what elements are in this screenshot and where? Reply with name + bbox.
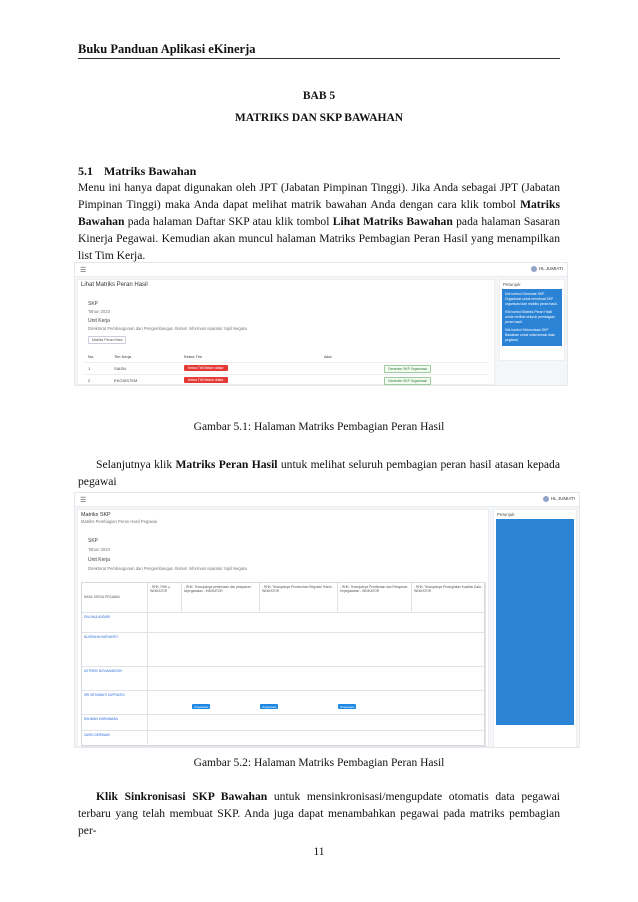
tim-table xyxy=(84,352,488,386)
petunjuk-box xyxy=(496,519,574,725)
unit-name: Direktorat Pembangunan dan Pengembangan Sistem Informasi Aparatur Sipil Negara xyxy=(88,326,247,331)
employee-cell[interactable]: EKA WULANDARI xyxy=(82,613,148,633)
header-rule xyxy=(78,58,560,59)
paragraph-1: Menu ini hanya dapat digunakan oleh JPT (Jabatan Pimpinan Tinggi). Jika Anda sebagai JPT (Jabatan Pimpinan Tinggi) maka Anda dapat melihat matrik bawahan Anda dengan cara klik tombol Matriks Bawahan pada halaman Daftar SKP atau klik tombol Lihat Matriks Bawahan pada halaman Sasaran Kinerja Pegawai. Kemudian akan muncul halaman Matriks Pembagian Peran Hasil yang menampilkan list Tim Kerja. xyxy=(78,181,560,262)
petunjuk-panel xyxy=(499,279,565,361)
skp-label: SKP xyxy=(88,301,99,307)
employee-cell[interactable]: RAHMAN KURNIAWAN xyxy=(82,715,148,731)
section-heading xyxy=(78,164,196,179)
hamburger-icon[interactable]: ☰ xyxy=(80,267,87,274)
organisasi-tag: Organisasi xyxy=(262,704,277,709)
generate-skp-button[interactable]: Generate SKP Organisasi xyxy=(384,365,431,373)
page-title: Lihat Matriks Peran Hasil xyxy=(81,282,148,288)
organisasi-tag: Organisasi xyxy=(194,704,209,709)
section-number: 5.1 xyxy=(78,164,93,178)
paragraph-2: Selanjutnya klik Matriks Peran Hasil untuk melihat seluruh pembagian peran hasil atasan kepada pegawai xyxy=(78,458,560,488)
table-row: 1 SIASN Ketua TIM Belum diatur Generate SKP Organisasi xyxy=(84,362,488,374)
figure-2-caption: Gambar 5.2: Halaman Matriks Pembagian Peran Hasil xyxy=(193,757,445,769)
matriks-bawahan-term: Matriks Bawahan xyxy=(78,198,560,228)
figure-1-caption: Gambar 5.1: Halaman Matriks Pembagian Peran Hasil xyxy=(193,421,445,433)
table-row: 2 EKOSISTEM Ketua TIM Belum diatur Generate SKP Organisasi xyxy=(84,374,488,386)
organisasi-tag: Organisasi xyxy=(340,704,355,709)
ketua-badge: Ketua TIM Belum diatur xyxy=(184,377,228,383)
paragraph-3: Klik Sinkronisasi SKP Bawahan untuk mensinkronisasi/mengupdate otomatis data pegawai terbaru yang telah membuat SKP. Anda juga dapat menambahkan pegawai pada matriks pembagian per- xyxy=(78,790,560,837)
ketua-badge: Ketua TIM Belum diatur xyxy=(184,365,228,371)
employee-cell[interactable]: NUGRAHA HARYANTO xyxy=(82,633,148,667)
employee-cell[interactable]: SRI SETIAWATI SUPRIATIN xyxy=(82,691,148,715)
employee-cell[interactable]: ZAHID DERMAWI xyxy=(82,731,148,747)
figure-1-screenshot xyxy=(74,262,568,386)
petunjuk-title: Petunjuk xyxy=(503,282,521,287)
grid-head-col: HASIL KERJA PEGAWAI xyxy=(82,583,148,613)
year-label: Tahun 2023 xyxy=(88,309,110,314)
unit-label: Unit Kerja xyxy=(88,318,110,324)
chapter-title: MATRIKS DAN SKP BAWAHAN xyxy=(234,112,404,124)
matriks-peran-hasil-term: Matriks Peran Hasil xyxy=(175,458,278,471)
unit-label: Unit Kerja xyxy=(88,557,110,563)
main-panel xyxy=(77,279,495,385)
employee-cell[interactable]: ASTRIED NOVIANINGSIH xyxy=(82,667,148,691)
page-title: Matriks SKP xyxy=(81,512,111,518)
avatar xyxy=(543,496,549,502)
figure-2-screenshot xyxy=(74,492,580,748)
unit-name: Direktorat Pembangunan dan Pengembangan Sistem Informasi Aparatur Sipil Negara xyxy=(88,566,247,571)
petunjuk-box: Klik tombol Generate SKP Organisasi untuk membuat SKP organisasi dari matriks peran hasil. Klik tombol Matriks Peran Hasil untuk melihat seluruh pembagian peran hasil. Klik tombol Sinkronisasi SKP Bawahan untuk sinkronisasi data pegawai. xyxy=(502,289,562,346)
skp-label: SKP xyxy=(88,538,99,544)
breadcrumb: Matriks Pembagian Peran Hasil Pegawai xyxy=(81,519,157,524)
user-menu[interactable]: HL JUMIATI xyxy=(543,496,575,502)
section-title: Matriks Bawahan xyxy=(104,164,197,178)
petunjuk-panel xyxy=(493,509,577,748)
lihat-matriks-bawahan-term: Lihat Matriks Bawahan xyxy=(332,215,453,228)
page-number: 11 xyxy=(313,846,325,858)
hamburger-icon[interactable]: ☰ xyxy=(80,497,87,504)
avatar xyxy=(531,266,537,272)
petunjuk-title: Petunjuk xyxy=(497,512,515,517)
chapter-label: BAB 5 xyxy=(302,90,336,102)
sinkronisasi-term: Klik Sinkronisasi SKP Bawahan xyxy=(96,790,268,803)
main-panel xyxy=(77,509,489,747)
running-header: Buku Panduan Aplikasi eKinerja xyxy=(78,42,256,56)
matriks-grid: HASIL KERJA PEGAWAI - RHK, RHK y - INDIKATOR - RHK: Terwujudnya pembinaan dan pelayanan kepegawaian - INDIKATOR - RHK: Terwujudnya Pemenuhan Regulasi Teknis - INDIKATOR - RHK: Terwujudnya Pembinaan dan Pelayanan Kepegawaian - INDIKATOR - RHK: Terwujudnya Peningkatan Kualitas Data - INDIKATOR EKA WULANDARI NUGRAHA HARYANTO ASTRIED NOVIANINGSIH SRI SETIAWATI SUPRIATIN Organisasi Organisasi Organisasi RAHMAN KURNIAWAN ZAHID DERMAWI xyxy=(81,582,485,746)
table-header: No. Tim Kerja Ketua Tim Aksi xyxy=(88,354,332,359)
user-menu[interactable]: HL JUMIATI xyxy=(531,266,563,272)
generate-skp-button[interactable]: Generate SKP Organisasi xyxy=(384,377,431,385)
year-label: Tahun 2023 xyxy=(88,547,110,552)
matriks-peran-hasil-button[interactable]: Matriks Peran Hasil xyxy=(88,336,126,344)
